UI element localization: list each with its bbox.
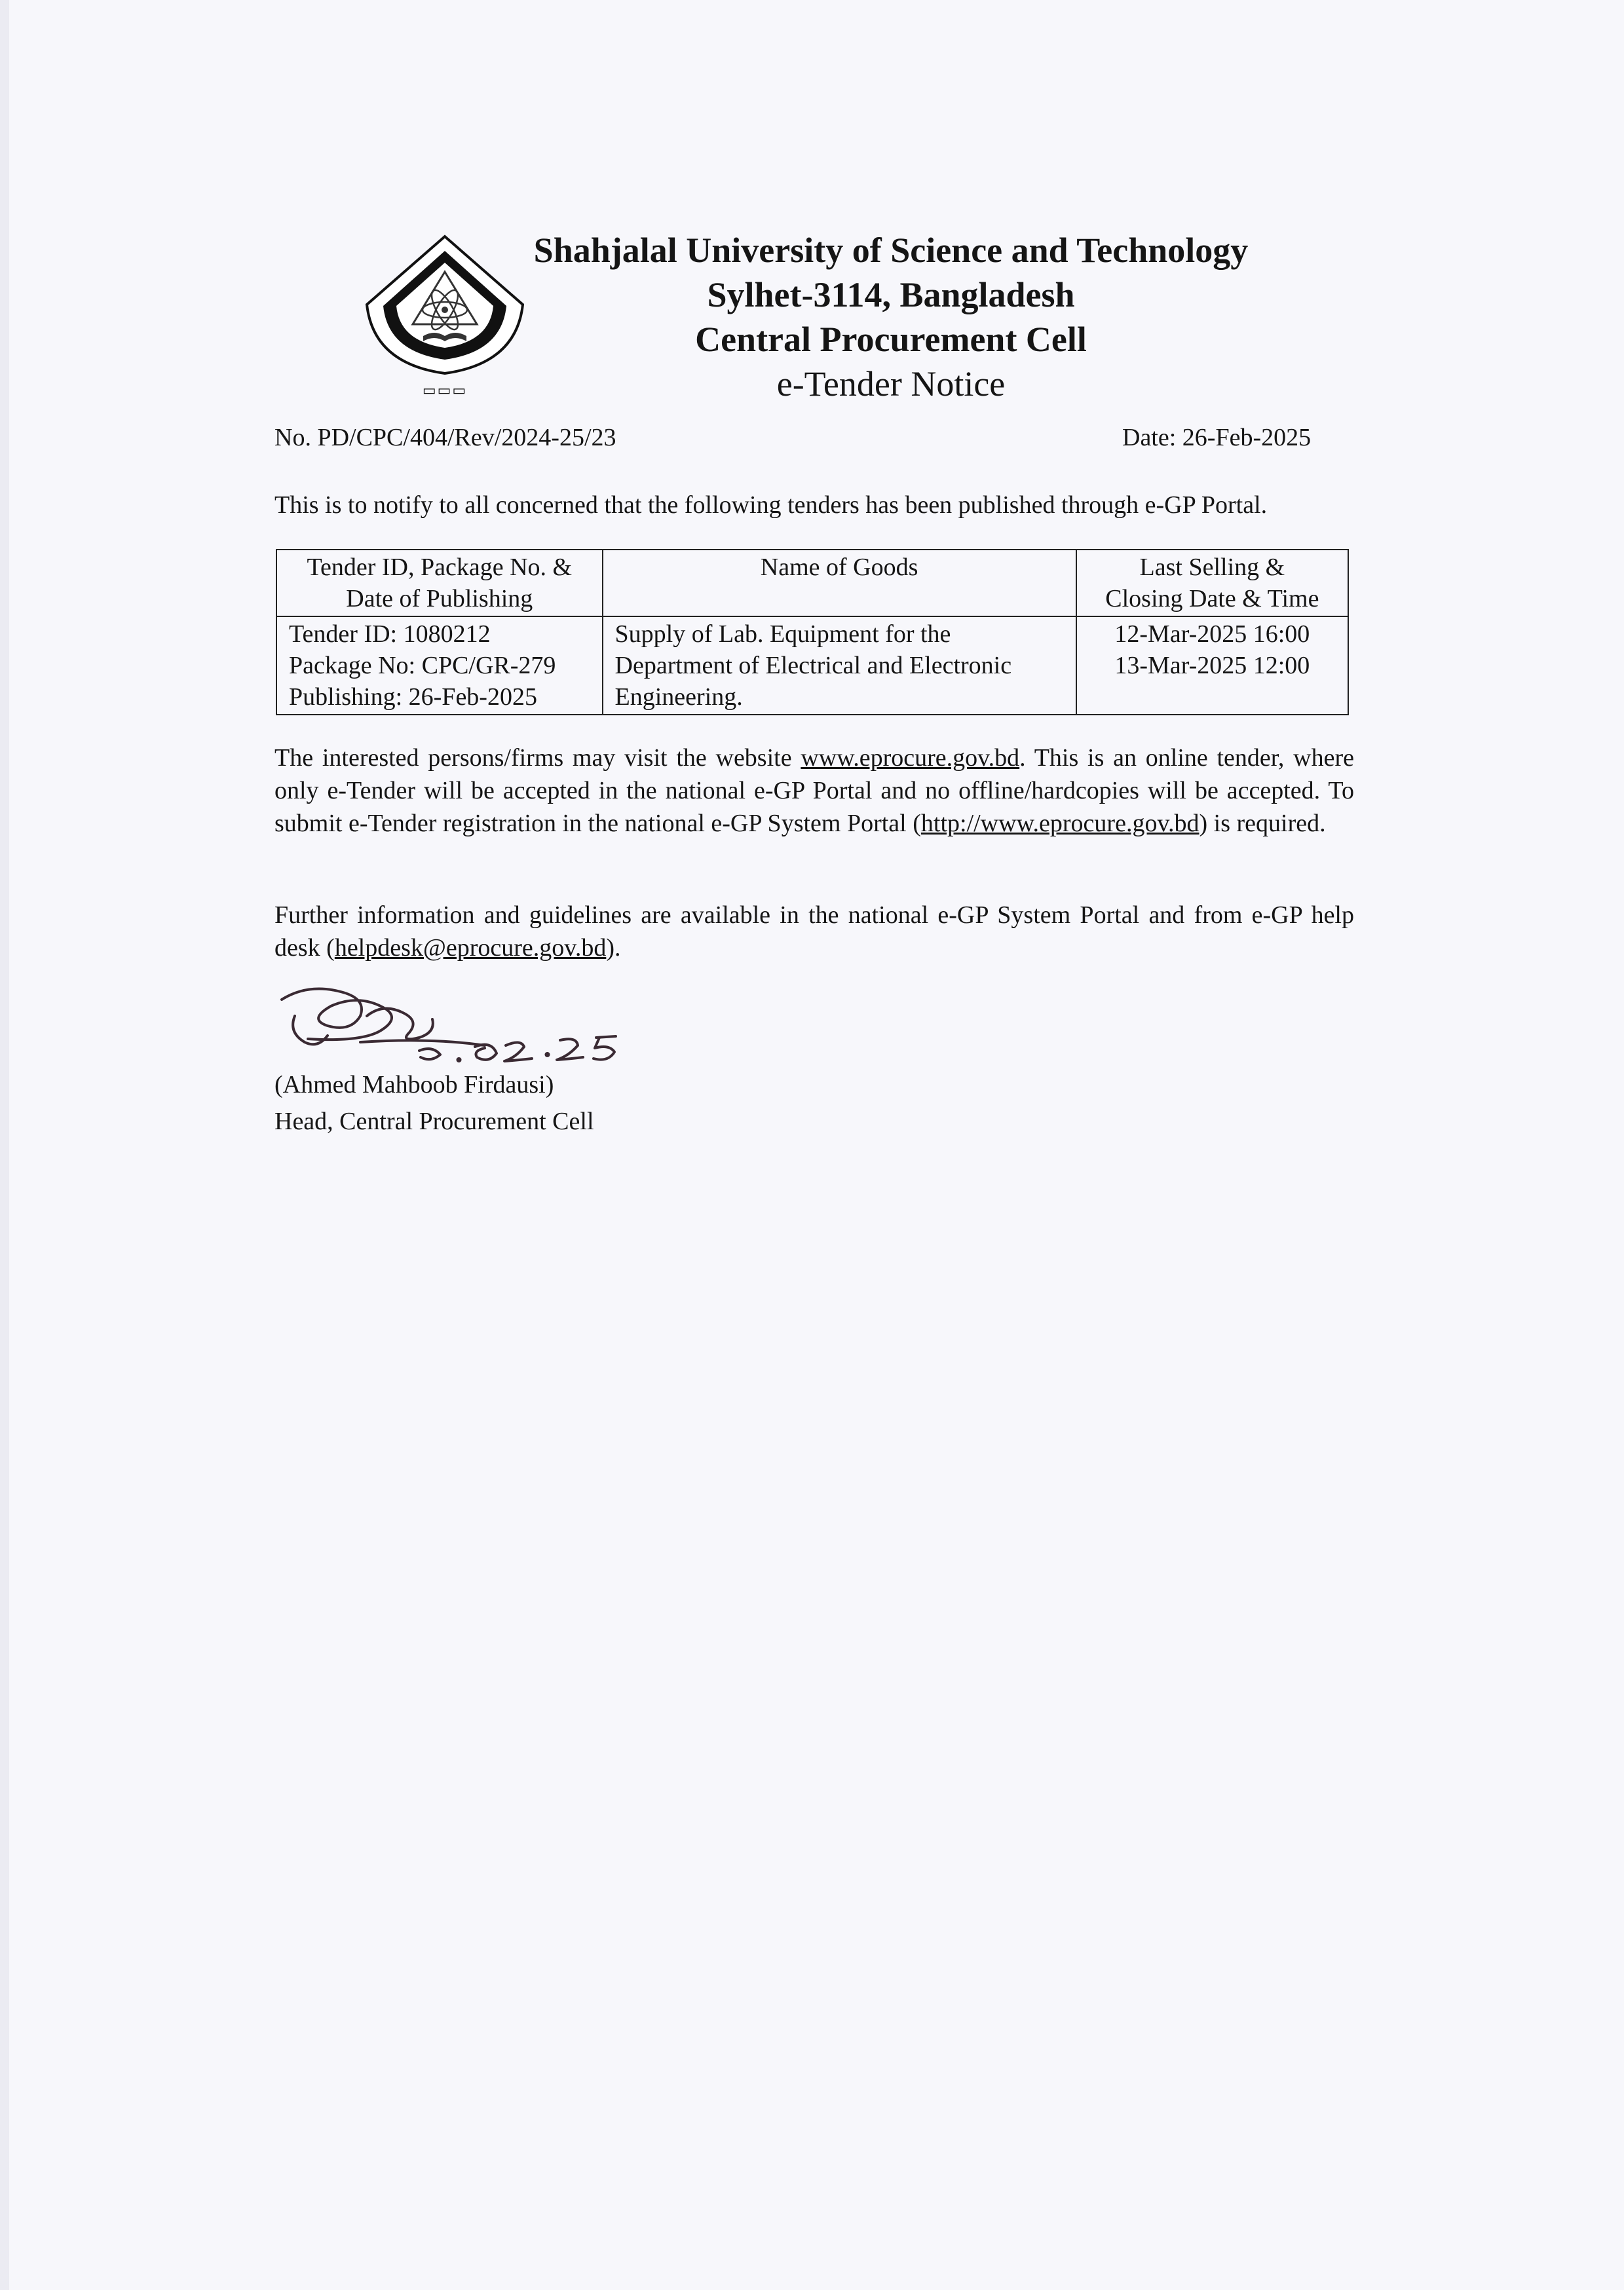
goods-line: Supply of Lab. Equipment for the <box>614 620 951 648</box>
paragraph-text: . This is an online tender, where only e-Tender will be accepted in the national e-GP Portal and no offline/hardcopies will be accepted. To submit e-Tender registration in the national e-GP System Portal ( <box>274 744 1355 837</box>
header-line: Tender ID, Package No. & <box>307 554 573 581</box>
intro-paragraph: This is to notify to all concerned that the following tenders has been published through e-GP Portal. <box>274 491 1268 519</box>
helpdesk-email-link[interactable]: helpdesk@eprocure.gov.bd <box>334 934 607 962</box>
eprocure-link[interactable]: www.eprocure.gov.bd <box>801 744 1020 772</box>
paragraph-text: The interested persons/firms may visit the website <box>274 744 801 772</box>
procurement-cell-name: Central Procurement Cell <box>695 320 1087 359</box>
website-paragraph <box>274 741 1354 840</box>
tender-id-cell <box>276 616 603 715</box>
dates-cell <box>1076 616 1348 715</box>
header-line: Date of Publishing <box>346 585 533 612</box>
table-header-row <box>276 550 1348 616</box>
goods-cell <box>603 616 1076 715</box>
notice-title: e-Tender Notice <box>776 364 1006 404</box>
letterhead <box>498 228 1284 406</box>
tender-id: Tender ID: 1080212 <box>289 620 491 648</box>
svg-text:▭▭▭: ▭▭▭ <box>422 383 468 399</box>
header-line: Name of Goods <box>760 554 918 581</box>
header-line: Last Selling & <box>1139 554 1285 581</box>
helpdesk-paragraph <box>274 899 1354 964</box>
package-number: Package No: CPC/GR-279 <box>289 652 556 679</box>
tender-table <box>276 549 1349 715</box>
paragraph-text: ). <box>606 934 621 962</box>
handwritten-signature-icon <box>269 980 662 1078</box>
notice-date: Date: 26-Feb-2025 <box>1122 424 1312 451</box>
table-row <box>276 616 1348 715</box>
reference-number: No. PD/CPC/404/Rev/2024-25/23 <box>274 424 616 451</box>
university-name: Shahjalal University of Science and Technology <box>533 231 1249 270</box>
signer-name: (Ahmed Mahboob Firdausi) <box>274 1071 554 1098</box>
closing-date: 13-Mar-2025 12:00 <box>1114 652 1310 679</box>
header-name-of-goods <box>603 550 1076 616</box>
paragraph-text: ) is required. <box>1199 810 1326 837</box>
header-tender-id <box>276 550 603 616</box>
publishing-date: Publishing: 26-Feb-2025 <box>289 683 537 711</box>
university-address: Sylhet-3114, Bangladesh <box>707 275 1075 314</box>
eprocure-portal-link[interactable]: http://www.eprocure.gov.bd <box>920 810 1199 837</box>
paragraph-text: Further information and guidelines are available in the national e-GP System Portal and from e-GP help desk ( <box>274 901 1354 962</box>
header-line: Closing Date & Time <box>1105 585 1319 612</box>
signer-title: Head, Central Procurement Cell <box>274 1108 594 1135</box>
goods-line: Department of Electrical and Electronic <box>614 652 1012 679</box>
page-edge <box>0 0 9 2290</box>
last-selling-date: 12-Mar-2025 16:00 <box>1114 620 1310 648</box>
header-dates <box>1076 550 1348 616</box>
goods-line: Engineering. <box>614 683 743 711</box>
signer-block <box>274 1066 594 1140</box>
